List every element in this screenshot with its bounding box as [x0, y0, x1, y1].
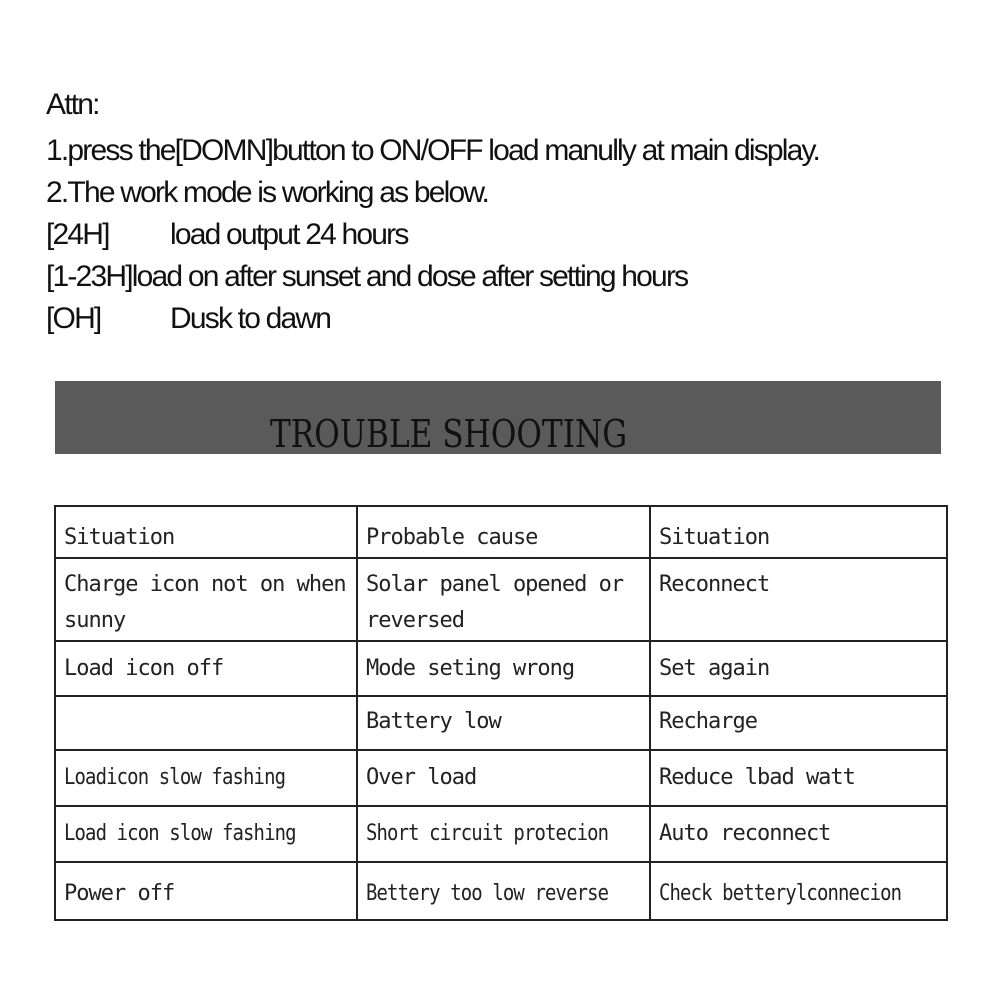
mode-tag: [OH]: [46, 302, 101, 335]
table-header-cell: Situation: [650, 506, 947, 558]
table-cell: Reconnect: [650, 558, 947, 641]
table-row: [55, 806, 947, 862]
section-title: TROUBLE SHOOTING: [270, 412, 628, 454]
mode-1-23h: [46, 256, 966, 298]
table-cell: Load icon slow fashing: [55, 806, 357, 862]
table-cell: Charge icon not on when sunny: [55, 558, 357, 641]
troubleshooting-table: [54, 505, 948, 921]
table-cell: Loadicon slow fashing: [55, 750, 357, 806]
table-row: [55, 750, 947, 806]
table-cell: Auto reconnect: [650, 806, 947, 862]
table-cell: Reduce lbad watt: [650, 750, 947, 806]
mode-desc: Dusk to dawn: [170, 302, 331, 335]
table-cell: Mode seting wrong: [357, 641, 650, 696]
table-cell: Solar panel opened or reversed: [357, 558, 650, 641]
table-cell: Set again: [650, 641, 947, 696]
table-cell: [55, 696, 357, 750]
mode-desc: load on after sunset and dose after setting hours: [131, 260, 688, 293]
mode-tag: [24H]: [46, 218, 109, 251]
attn-title: Attn:: [46, 88, 99, 121]
mode-24h: [46, 214, 966, 256]
mode-desc: load output 24 hours: [170, 218, 408, 251]
attn-line-2: 2.The work mode is working as below.: [46, 176, 489, 209]
mode-tag: [1-23H]: [46, 260, 132, 293]
table-row: [55, 696, 947, 750]
table-cell: Load icon off: [55, 641, 357, 696]
section-banner: [55, 381, 941, 454]
table-cell: Battery low: [357, 696, 650, 750]
attention-notes: [46, 84, 966, 340]
table-cell: Short circuit protecion: [357, 806, 650, 862]
mode-oh: [46, 298, 966, 340]
table-cell: Bettery too low reverse: [357, 862, 650, 920]
table-cell: Over load: [357, 750, 650, 806]
table-row: [55, 862, 947, 920]
table-header-row: [55, 506, 947, 558]
attn-line-1: 1.press the[DOMN]button to ON/OFF load manully at main display.: [46, 134, 820, 167]
table-header-cell: Situation: [55, 506, 357, 558]
table-row: [55, 558, 947, 641]
table-header-cell: Probable cause: [357, 506, 650, 558]
table-cell: Check betterylconnecion: [650, 862, 947, 920]
table-cell: Recharge: [650, 696, 947, 750]
table-cell: Power off: [55, 862, 357, 920]
table-row: [55, 641, 947, 696]
